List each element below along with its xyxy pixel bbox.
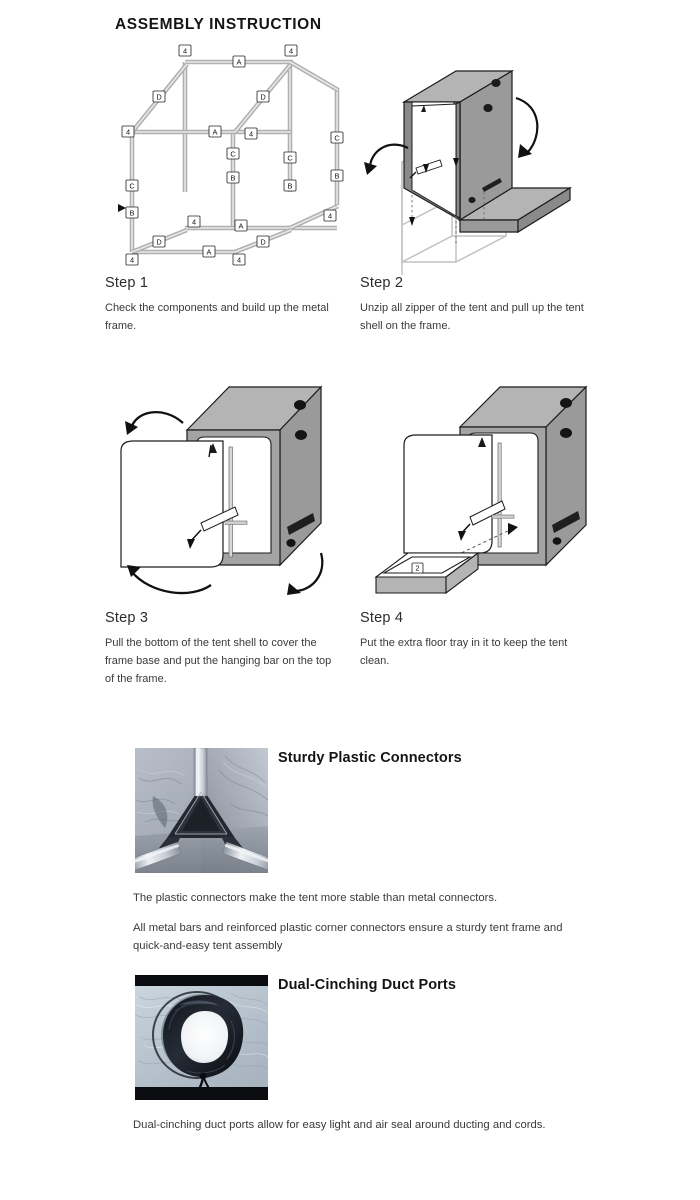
step-title-1: Step 1 [105, 275, 149, 291]
floor-tray-insert-diagram [360, 375, 615, 610]
step-title-2: Step 2 [360, 275, 404, 291]
tent-corner-plastic-connector-photo [135, 748, 268, 873]
svg-text:4: 4 [129, 255, 135, 265]
svg-text:4: 4 [125, 127, 131, 137]
step-card-2 [360, 40, 615, 336]
svg-text:B: B [129, 208, 135, 218]
step-card-3 [105, 375, 360, 688]
svg-text:D: D [156, 237, 162, 247]
svg-text:4: 4 [236, 255, 242, 265]
svg-text:B: B [334, 171, 340, 181]
step-description-3: Pull the bottom of the tent shell to cover the frame base and put the hanging bar on the top of the frame. [105, 637, 332, 685]
step-card-4 [360, 375, 615, 671]
page-title: ASSEMBLY INSTRUCTION [115, 16, 322, 33]
dual-cinching-duct-port-photo [135, 975, 268, 1100]
feature-paragraph-1-duct-ports: Dual-cinching duct ports allow for easy light and air seal around ducting and cords. [133, 1119, 546, 1131]
svg-text:4: 4 [248, 129, 254, 139]
svg-text:A: A [212, 127, 218, 137]
tent-shell-body [404, 71, 570, 232]
tray-part-label: 2 [415, 563, 420, 573]
tent-shell-door-open-diagram [105, 375, 360, 610]
rotation-arrow-top-left [125, 412, 183, 435]
svg-text:C: C [334, 133, 340, 143]
svg-text:4: 4 [182, 46, 188, 56]
svg-text:A: A [236, 57, 242, 67]
tent-door-flap [404, 435, 492, 553]
step-row-1 [0, 40, 700, 370]
tent-shell-over-frame-diagram [360, 40, 615, 275]
svg-text:4: 4 [327, 211, 333, 221]
rotation-arrow-bottom-right [287, 553, 322, 595]
svg-text:C: C [287, 153, 293, 163]
metal-frame-wireframe-diagram [105, 40, 360, 275]
step-description-2: Unzip all zipper of the tent and pull up the tent shell on the frame. [360, 302, 584, 332]
svg-text:4: 4 [288, 46, 294, 56]
step-description-1: Check the components and build up the metal frame. [105, 302, 329, 332]
svg-text:D: D [260, 237, 266, 247]
svg-text:A: A [206, 247, 212, 257]
feature-paragraph-2-connectors: All metal bars and reinforced plastic corner connectors ensure a sturdy tent frame and quick-and-easy tent assembly [133, 922, 563, 953]
svg-text:A: A [238, 221, 244, 231]
svg-text:B: B [230, 173, 236, 183]
feature-heading-dual-cinching-duct-ports: Dual-Cinching Duct Ports [278, 977, 457, 993]
svg-text:B: B [287, 181, 293, 191]
svg-text:4: 4 [191, 217, 197, 227]
feature-heading-sturdy-plastic-connectors: Sturdy Plastic Connectors [278, 750, 462, 766]
assembly-steps [0, 40, 700, 685]
step-title-4: Step 4 [360, 610, 404, 626]
rotation-arrow-right [516, 98, 537, 158]
floor-tray [376, 553, 478, 593]
tent-door-flap [121, 441, 223, 567]
svg-text:C: C [230, 149, 236, 159]
svg-text:D: D [156, 92, 162, 102]
part-label-group [122, 45, 343, 265]
rotation-arrow-bottom-left [127, 565, 211, 593]
svg-text:C: C [129, 181, 135, 191]
step-row-2 [0, 375, 700, 705]
step-card-1 [105, 40, 360, 336]
feature-paragraph-1-connectors: The plastic connectors make the tent more stable than metal connectors. [133, 892, 498, 904]
svg-text:D: D [260, 92, 266, 102]
step-description-4: Put the extra floor tray in it to keep the tent clean. [360, 637, 568, 667]
step-title-3: Step 3 [105, 610, 149, 626]
